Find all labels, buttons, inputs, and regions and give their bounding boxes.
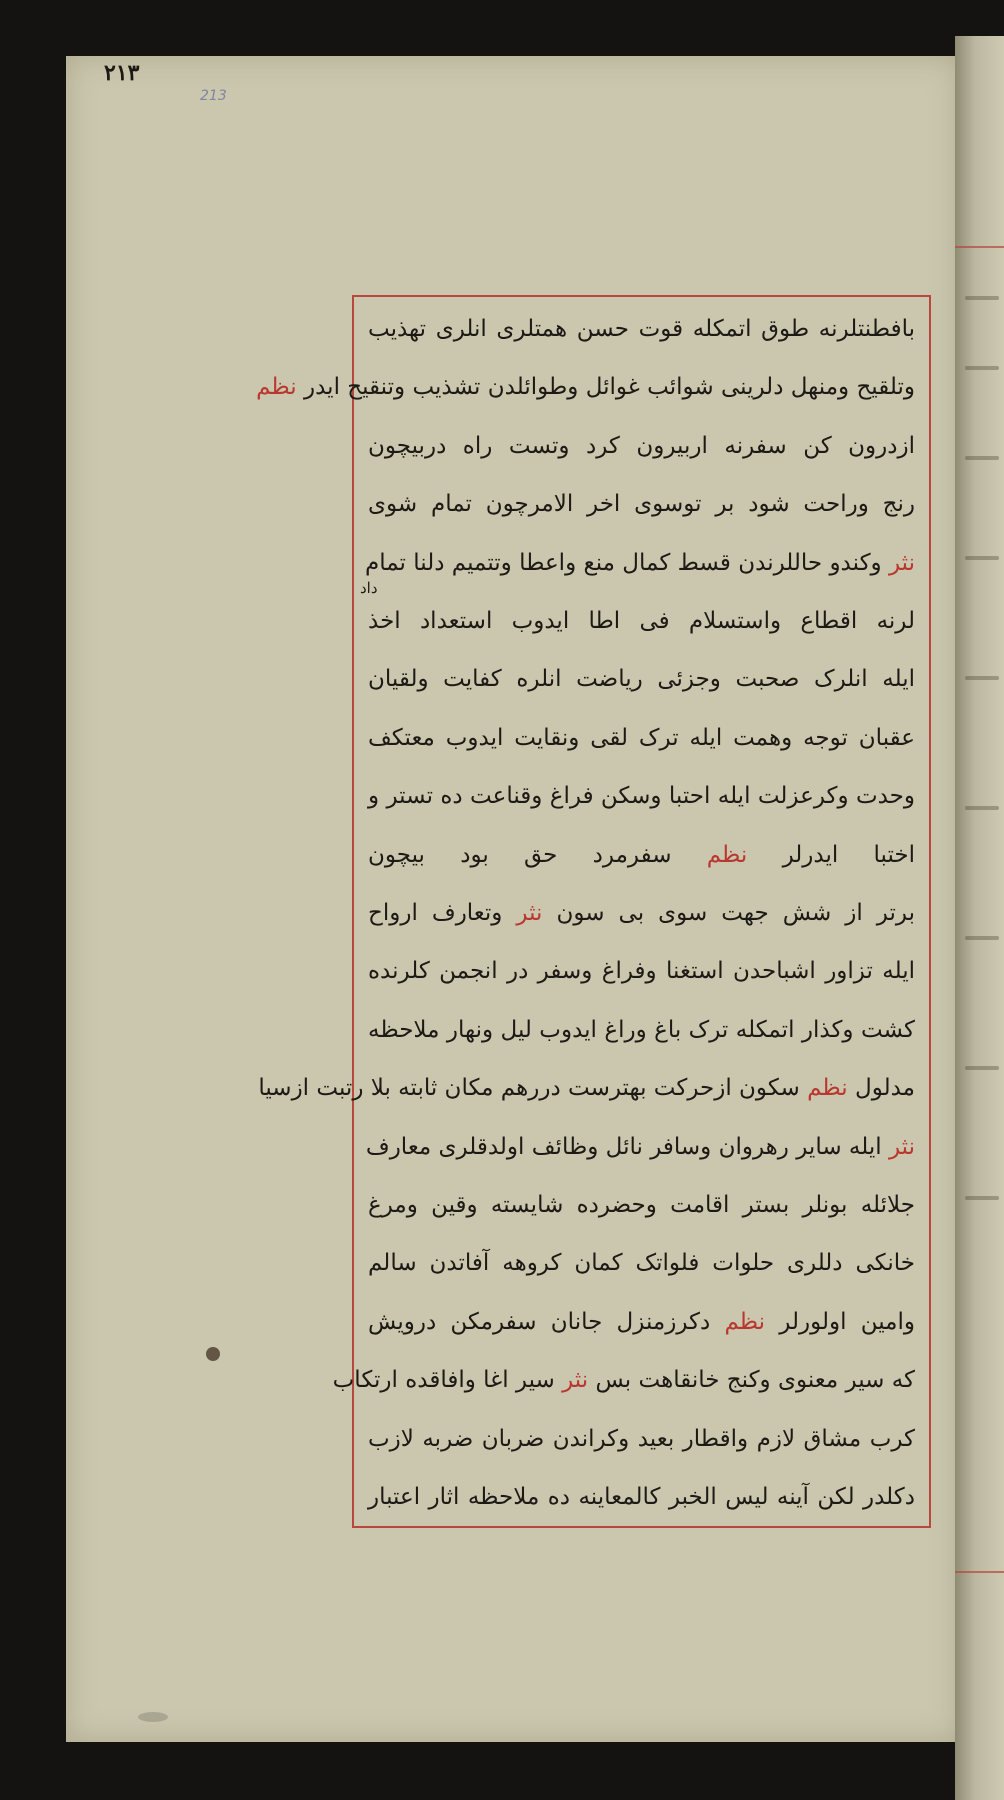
text-segment: وکندو حاللرندن قسط کمال منع واعطا وتتمیم دلنا تمام: [365, 549, 889, 576]
text-segment: کرب مشاق لازم واقطار بعید وکراندن ضربان ضربه لازب: [368, 1425, 915, 1452]
text-line: [368, 884, 915, 942]
text-line: [368, 826, 915, 884]
text-segment: وتلقیح ومنهل دلرینی شوائب غوائل وطوائلدن تشذیب وتنقیح ایدر: [296, 374, 915, 401]
text-line: [368, 1001, 915, 1059]
text-segment: مدلول: [847, 1075, 915, 1102]
adjacent-rule-line: [955, 246, 1004, 248]
text-segment: رنج وراحت شود بر توسوی اخر الامرچون تمام شوی: [368, 491, 915, 518]
text-segment: ایله تزاور اشباحدن استغنا وفراغ وسفر در انجمن کلرنده: [368, 958, 915, 985]
adjacent-text-trace: [965, 366, 999, 370]
text-line: [368, 942, 915, 1000]
adjacent-text-trace: [965, 296, 999, 300]
rubric-heading: نثر: [516, 900, 543, 926]
text-segment: برتر از شش جهت سوی بی سون: [542, 900, 915, 926]
adjacent-text-trace: [965, 456, 999, 460]
text-segment: کشت وکذار اتمکله ترک باغ وراغ ایدوب لیل ونهار ملاحظه: [368, 1016, 915, 1043]
text-line: [368, 300, 915, 358]
text-line: [256, 358, 915, 416]
text-segment: سیر اغا وافاقده ارتکاب: [332, 1367, 563, 1394]
text-line: [368, 767, 915, 825]
text-line: [332, 1351, 915, 1409]
interlinear-note: داد: [360, 579, 378, 597]
rubric-heading: نثر: [888, 1133, 915, 1160]
text-line: [368, 650, 915, 708]
adjacent-text-trace: [965, 556, 999, 560]
adjacent-page-edge: [955, 36, 1004, 1800]
rubric-heading: نثر: [562, 1367, 589, 1394]
text-line: [368, 1468, 915, 1526]
text-line: [368, 1234, 915, 1292]
text-line: [365, 1118, 915, 1176]
adjacent-text-trace: [965, 1196, 999, 1200]
text-line: [368, 475, 915, 533]
text-line: [368, 417, 915, 475]
pencil-foliation: 213: [200, 88, 227, 104]
text-segment: وحدت وکرعزلت ایله احتبا وسکن فراغ وقناعت ده تستر و: [368, 783, 915, 810]
text-segment: اختبا ایدرلر: [747, 841, 915, 868]
text-segment: عقبان توجه وهمت ایله ترک لقی ونقایت ایدوب معتکف: [368, 724, 915, 751]
text-segment: ایله انلرک صحبت وجزئی ریاضت انلره کفایت ولقیان: [368, 666, 915, 693]
adjacent-text-trace: [965, 806, 999, 810]
adjacent-text-trace: [965, 1066, 999, 1070]
text-line: [368, 1176, 915, 1234]
text-segment: جلائله بونلر بستر اقامت وحضرده شایسته وقین ومرغ: [368, 1192, 915, 1218]
text-segment: ایله سایر رهروان وسافر نائل وظائف اولدقلری معارف: [365, 1133, 889, 1160]
rubric-heading: نثر: [888, 549, 915, 576]
text-segment: لرنه اقطاع واستسلام فی اطا ایدوب استعداد اخذ: [368, 608, 915, 634]
text-line: [258, 1059, 915, 1117]
text-segment: دکلدر لکن آینه لیس الخبر کالمعاینه ده ملاحظه اثار اعتبار: [368, 1484, 915, 1510]
text-segment: بافطنتلرنه طوق اتمکله قوت حسن همتلری انلری تهذیب: [368, 316, 915, 342]
page-number: ٢١٣: [104, 60, 140, 86]
text-line: [368, 592, 915, 650]
text-line: [368, 709, 915, 767]
adjacent-rule-line: [955, 1571, 1004, 1573]
text-line: [368, 1293, 915, 1351]
rubric-heading: نظم: [807, 1075, 848, 1102]
text-line: [368, 1410, 915, 1468]
text-segment: که سیر معنوی وکنج خانقاهت بس: [588, 1367, 915, 1394]
rubric-heading: نظم: [724, 1308, 766, 1335]
ink-stain: [206, 1347, 220, 1361]
paper-stain: [138, 1712, 168, 1722]
text-segment: وامین اولورلر: [765, 1308, 915, 1335]
text-segment: وتعارف ارواح: [368, 900, 517, 926]
rubric-heading: نظم: [256, 374, 297, 401]
text-segment: دکرزمنزل جانان سفرمکن درویش: [368, 1308, 725, 1335]
text-segment: خانکی دللری حلوات فلواتک کمان کروهه آفاتدن سالم: [368, 1250, 915, 1277]
adjacent-text-trace: [965, 676, 999, 680]
adjacent-text-trace: [965, 936, 999, 940]
text-segment: سکون ازحرکت بهترست دررهم مکان ثابته بلا رتبت ازسیا: [258, 1075, 808, 1102]
rubric-heading: نظم: [706, 841, 748, 868]
text-block-frame: [256, 295, 931, 1528]
text-segment: ازدرون کن سفرنه اربیرون کرد وتست راه دربیچون: [368, 432, 915, 459]
text-segment: سفرمرد حق بود بیچون: [368, 841, 707, 868]
